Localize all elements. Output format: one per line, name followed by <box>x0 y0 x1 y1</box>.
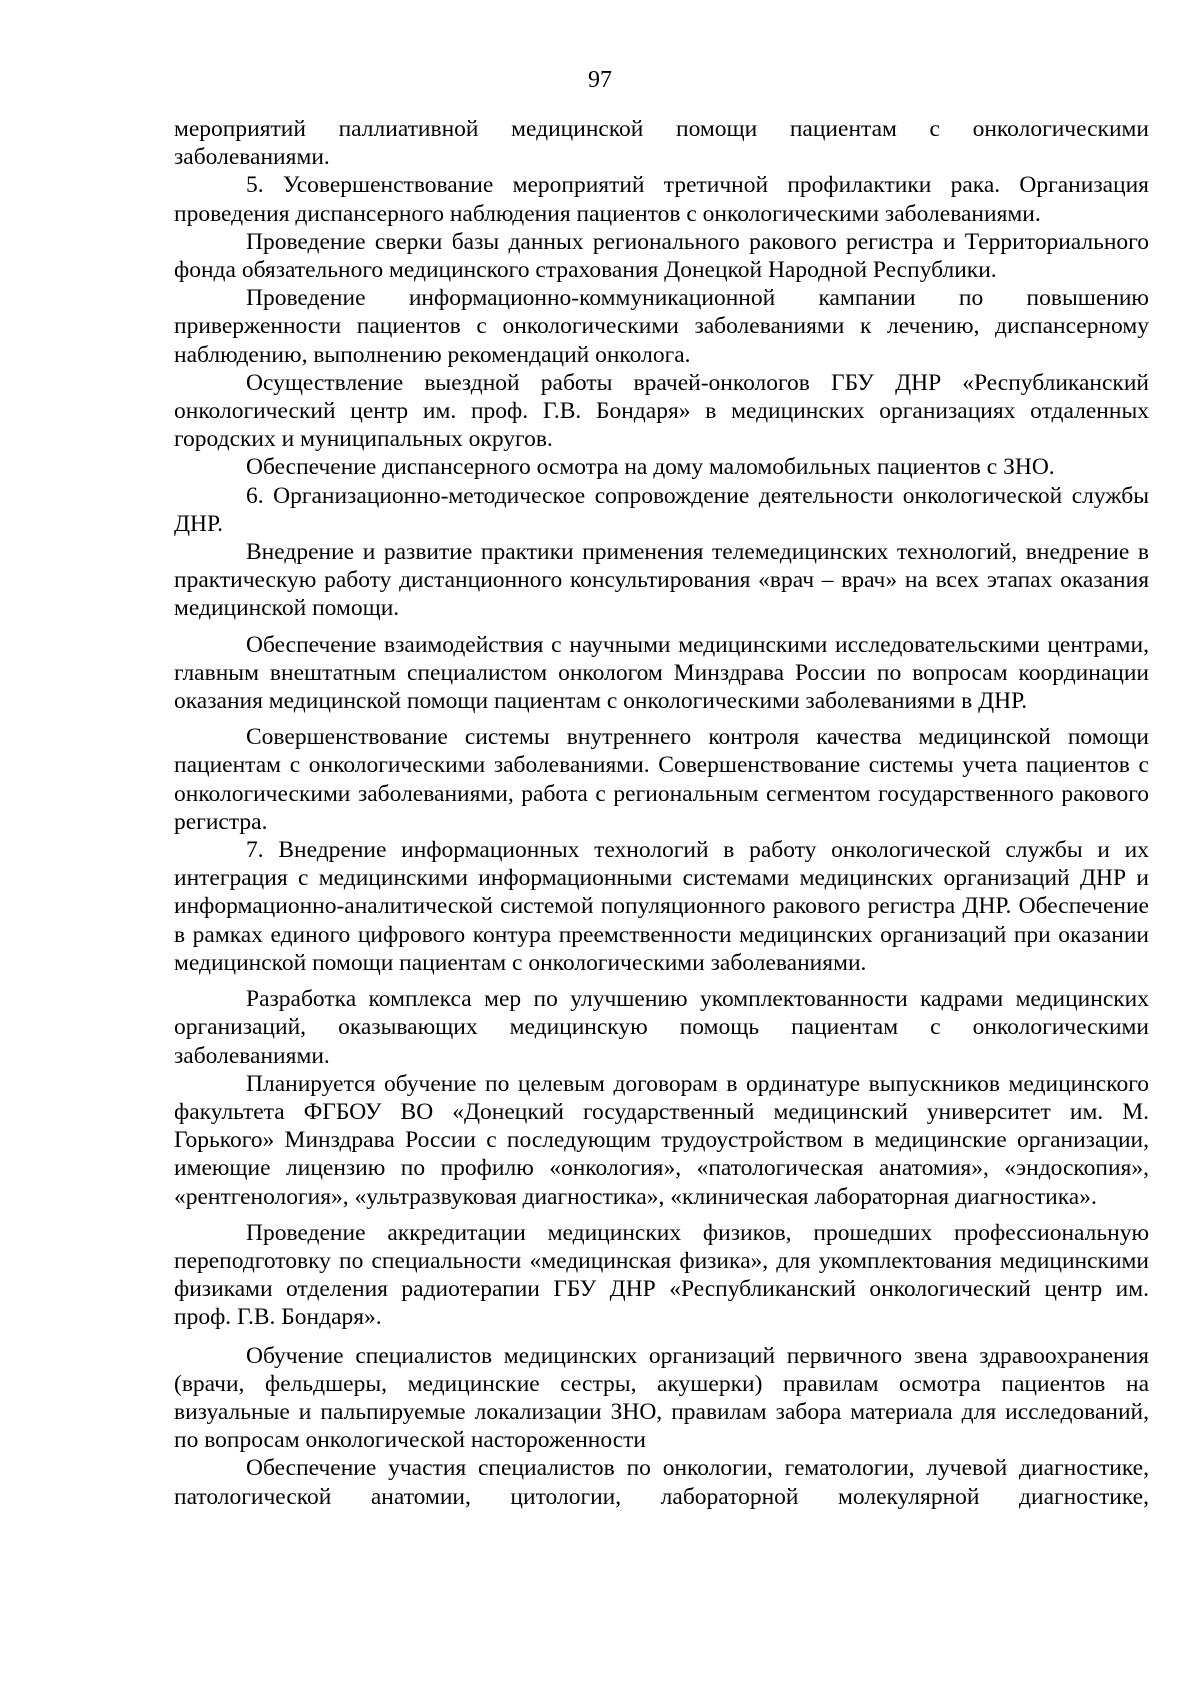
paragraph-staffing-measures: Разработка комплекса мер по улучшению укомплектованности кадрами медицинских организаций, оказывающих медицинскую помощь пациентам с онкологическими заболеваниями. <box>174 986 1149 1069</box>
paragraph-primary-care-training: Обучение специалистов медицинских организаций первичного звена здравоохранения (врачи, фельдшеры, медицинские сестры, акушерки) правилам осмотра пациентов на визуальные и пальпируемые локализации ЗНО, правилам забора материала для исследований, по вопросам онкологической настороженности <box>174 1342 1149 1454</box>
paragraph-physicists-accreditation: Проведение аккредитации медицинских физиков, прошедших профессиональную переподготовку по специальности «медицинская физика», для укомплектования медицинскими физиками отделения радиотерапии ГБУ ДНР «Республиканский онкологический центр им. проф. Г.В. Бондаря». <box>174 1219 1149 1331</box>
paragraph-registry-reconciliation: Проведение сверки базы данных регионального ракового регистра и Территориального фонда обязательного медицинского страхования Донецкой Народной Республики. <box>174 228 1149 284</box>
paragraph-continuation: мероприятий паллиативной медицинской помощи пациентам с онкологическими заболеваниями. <box>174 116 1149 171</box>
paragraph-information-campaign: Проведение информационно-коммуникационной кампании по повышению приверженности пациентов с онкологическими заболеваниями к лечению, диспансерному наблюдению, выполнению рекомендаций онколога. <box>174 285 1149 368</box>
paragraph-item-5: 5. Усовершенствование мероприятий третичной профилактики рака. Организация проведения диспансерного наблюдения пациентов с онкологическими заболеваниями. <box>174 172 1149 227</box>
paragraph-item-6: 6. Организационно-методическое сопровождение деятельности онкологической службы ДНР. <box>174 482 1149 537</box>
page-number: 97 <box>588 67 612 93</box>
paragraph-quality-control: Совершенствование системы внутреннего контроля качества медицинской помощи пациентам с онкологическими заболеваниями. Совершенствование системы учета пациентов с онкологическими заболеваниями, работа с региональным сегментом государственного ракового регистра. <box>174 724 1149 835</box>
paragraph-telemedicine: Внедрение и развитие практики применения телемедицинских технологий, внедрение в практическую работу дистанционного консультирования «врач – врач» на всех этапах оказания медицинской помощи. <box>174 539 1149 622</box>
paragraph-home-examination: Обеспечение диспансерного осмотра на дому маломобильных пациентов с ЗНО. <box>246 454 1055 481</box>
paragraph-item-7: 7. Внедрение информационных технологий в работу онкологической службы и их интеграция с медицинскими информационными системами медицинских организаций ДНР и информационно-аналитической системой популяционного ракового регистра ДНР. Обеспечение в рамках единого цифрового контура преемственности медицинских организаций при оказании медицинской помощи пациентам с онкологическими заболеваниями. <box>174 837 1149 976</box>
paragraph-residency-training: Планируется обучение по целевым договорам в ординатуре выпускников медицинского факультета ФГБОУ ВО «Донецкий государственный медицинский университет им. М. Горького» Минздрава России с последующим трудоустройством в медицинские организации, имеющие лицензию по профилю «онкология», «патологическая анатомия», «эндоскопия», «рентгенология», «ультразвуковая диагностика», «клиническая лабораторная диагностика». <box>174 1070 1149 1210</box>
document-body <box>174 115 1149 1511</box>
paragraph-outreach-work: Осуществление выездной работы врачей-онкологов ГБУ ДНР «Республиканский онкологический центр им. проф. Г.В. Бондаря» в медицинских организациях отдаленных городских и муниципальных округов. <box>174 369 1149 453</box>
paragraph-research-cooperation: Обеспечение взаимодействия с научными медицинскими исследовательскими центрами, главным внештатным специалистом онкологом Минздрава России по вопросам координации оказания медицинской помощи пациентам с онкологическими заболеваниями в ДНР. <box>174 631 1149 715</box>
paragraph-specialists-participation: Обеспечение участия специалистов по онкологии, гематологии, лучевой диагностике, патологической анатомии, цитологии, лабораторной молекулярной диагностике, <box>174 1455 1149 1510</box>
